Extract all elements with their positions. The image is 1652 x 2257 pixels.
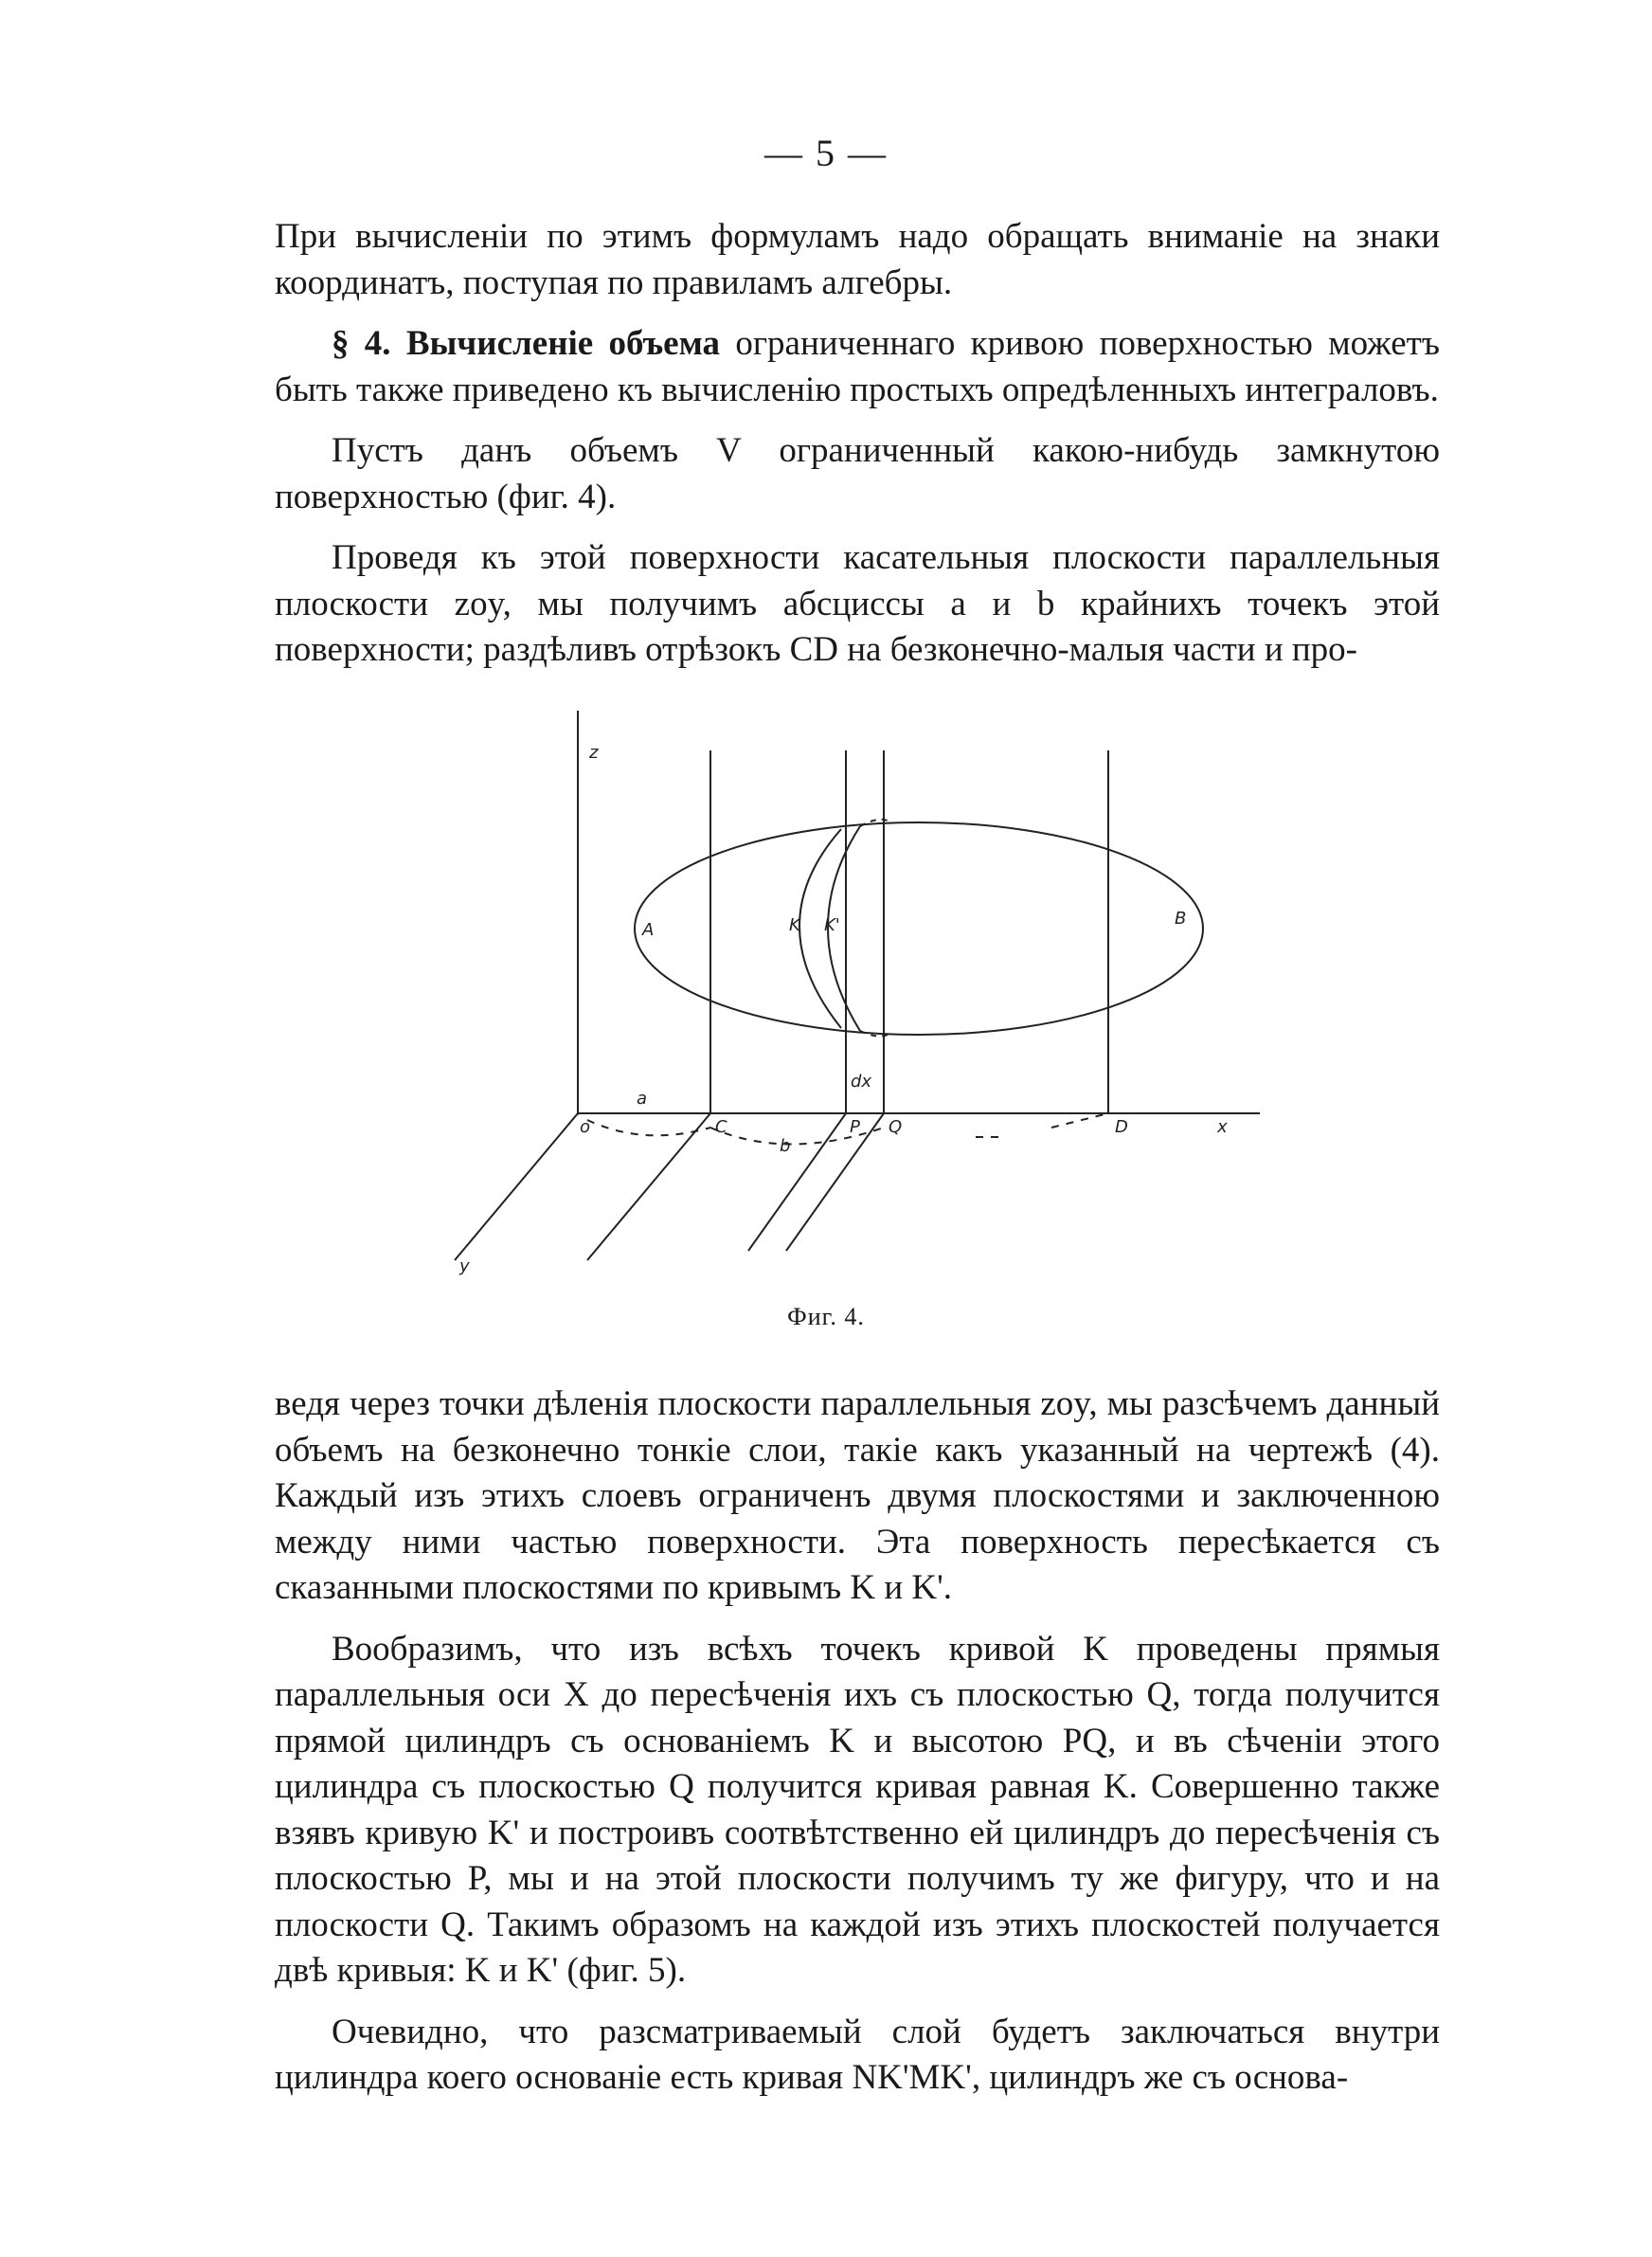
label-a-dim: a	[637, 1089, 648, 1109]
label-y: y	[459, 1256, 470, 1276]
page-number: — 5 —	[764, 132, 888, 174]
label-d: D	[1115, 1117, 1128, 1137]
label-q: Q	[889, 1117, 903, 1137]
label-z: z	[589, 743, 599, 763]
paragraph-4: Проведя къ этой поверхности касательныя плоскости параллельныя плоскости zoy, мы получимъ абсциссы a и b крайнихъ точекъ этой поверхности; раздѣливъ отрѣзокъ CD на безконечно-малыя части и про-	[275, 538, 1440, 669]
label-b-point: B	[1175, 909, 1187, 929]
dim-a	[587, 1120, 710, 1135]
label-p: P	[850, 1117, 860, 1137]
label-dx: dx	[851, 1072, 872, 1092]
plane-p-trace	[748, 1113, 846, 1251]
label-o: o	[580, 1117, 591, 1137]
text-block-bottom	[275, 1381, 1440, 2117]
figure-4	[313, 711, 1279, 1308]
label-k: K	[789, 915, 800, 935]
label-b-dim: b	[780, 1136, 791, 1156]
dim-d	[976, 1113, 1108, 1137]
section-heading: § 4. Вычисленіе объема	[332, 324, 721, 363]
paragraph-5: ведя через точки дѣленія плоскости параллельныя zoy, мы разсѣчемъ данный объемъ на безконечно тонкіе слои, такіе какъ указанный на чертежѣ (4). Каждый изъ этихъ слоевъ ограниченъ двумя плоскостями и заключенною между ними частью поверхности. Эта поверхность пересѣкается съ сказанными плоскостями по кривымъ K и K'.	[275, 1384, 1440, 1607]
paragraph-2-body: ограниченнаго кривою поверхностью можетъ быть также приведено къ вычисленію простыхъ опредѣленныхъ интеграловъ.	[275, 324, 1440, 409]
figure-4-drawing	[313, 711, 1279, 1308]
label-c: C	[715, 1117, 727, 1137]
paragraph-6: Вообразимъ, что изъ всѣхъ точекъ кривой K проведены прямыя параллельныя оси X до пересѣченія ихъ съ плоскостью Q, тогда получится прямой цилиндръ съ основаніемъ K и высотою PQ, и въ сѣченіи этого цилиндра съ плоскостью Q получится кривая равная K. Совершенно также взявъ кривую K' и построивъ соотвѣтственно ей цилиндръ до пересѣченія съ плоскостью P, мы и на этой плоскости получимъ ту же фигуру, что и на плоскости Q. Такимъ образомъ на каждой изъ этихъ плоскостей получается двѣ кривыя: K и K' (фиг. 5).	[275, 1629, 1440, 1990]
plane-q-trace	[786, 1113, 884, 1251]
paragraph-7: Очевидно, что разсматриваемый слой будетъ заключаться внутри цилиндра коего основаніе есть кривая NK'MK', цилиндръ же съ основа-	[275, 2012, 1440, 2097]
paragraph-2	[275, 321, 1440, 413]
paragraph-1: При вычисленіи по этимъ формуламъ надо обращать вниманіе на знаки координатъ, поступая по правиламъ алгебры.	[275, 217, 1440, 302]
label-a-point: A	[642, 920, 655, 940]
label-x: x	[1217, 1117, 1228, 1137]
paragraph-3: Пустъ данъ объемъ V ограниченный какою-нибудь замкнутою поверхностью (фиг. 4).	[275, 431, 1440, 516]
label-k-prime: K'	[824, 915, 840, 935]
text-block-top	[275, 214, 1440, 689]
body-outline	[635, 822, 1203, 1035]
figure-caption: Фиг. 4.	[787, 1303, 865, 1330]
y-axis	[455, 1113, 578, 1260]
